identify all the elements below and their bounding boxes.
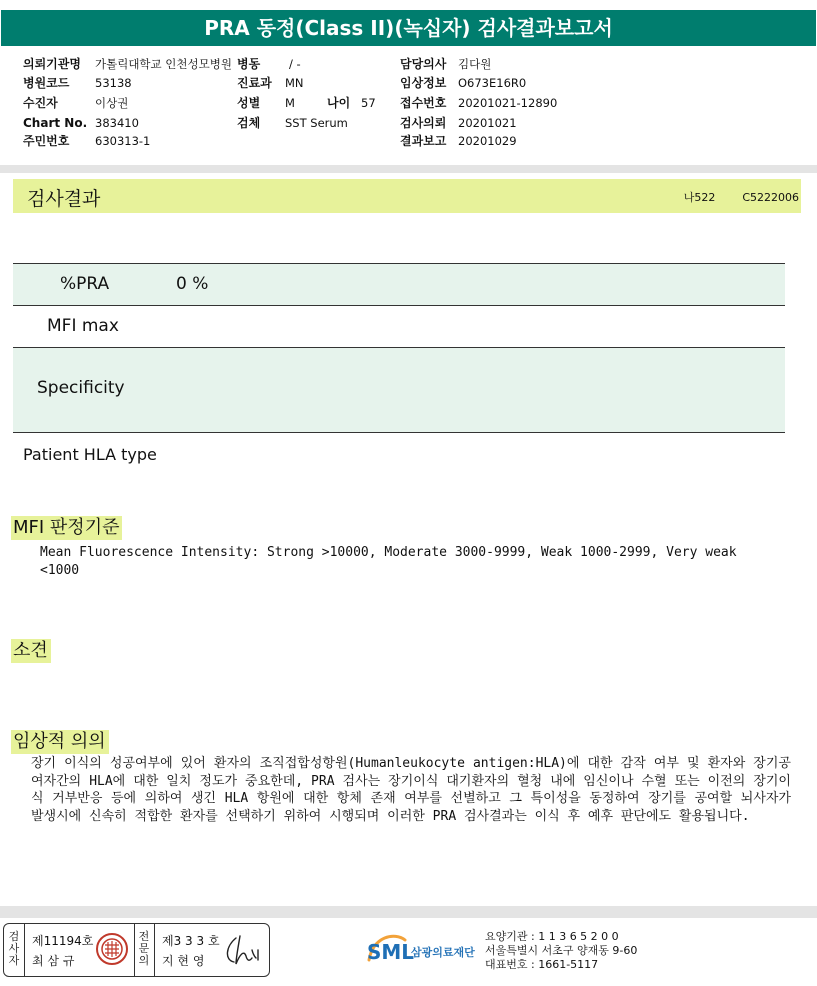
table-rule-2 — [13, 347, 785, 348]
signature-divider-2 — [134, 924, 135, 976]
mfi-max-label: MFI max — [47, 316, 119, 336]
request-date-label: 검사의뢰 — [400, 116, 447, 130]
hla-type-label: Patient HLA type — [23, 445, 157, 464]
result-code-1: 나522 — [683, 191, 716, 204]
hospital-code-value: 53138 — [95, 76, 132, 90]
specimen-label: 검체 — [237, 116, 261, 130]
pra-value: 0 % — [176, 274, 209, 294]
specimen-value: SST Serum — [285, 116, 348, 130]
chart-no-label: Chart No. — [23, 116, 88, 130]
result-code-2: C5222006 — [742, 191, 799, 204]
specialist-label: 전문의 — [138, 930, 150, 967]
result-heading-bar — [13, 179, 801, 213]
specialist-name: 지 현 영 — [162, 954, 205, 968]
resident-no-label: 주민번호 — [23, 134, 70, 148]
patient-label: 수진자 — [23, 96, 58, 110]
tester-license: 제11194호 — [32, 934, 94, 948]
footer-divider — [0, 906, 817, 918]
resident-no-value: 630313-1 — [95, 134, 151, 148]
pra-label: %PRA — [60, 274, 110, 294]
department-value: MN — [285, 76, 304, 90]
age-value: 57 — [361, 96, 376, 110]
specialist-license: 제3 3 3 호 — [162, 934, 220, 948]
table-rule-1 — [13, 305, 785, 306]
org-name: 삼광의료재단 — [411, 946, 475, 959]
report-date-label: 결과보고 — [400, 134, 447, 148]
age-label: 나이 — [327, 96, 351, 110]
signature-divider-3 — [154, 924, 155, 976]
clinical-info-value: O673E16R0 — [458, 76, 527, 90]
mfi-max-row — [13, 305, 785, 347]
clinical-significance-text: 장기 이식의 성공여부에 있어 환자의 조직접합성항원(Humanleukocyte antigen:HLA)에 대한 감작 여부 및 환자와 장기공여자간의 HLA에 대한 일치 정도가 중요한데, PRA 검사는 장기이식 대기환자의 혈청 내에 임신이나 수혈 또는 이전의 장기이식 거부반응 등에 의하여 생긴 HLA 항원에 대한 항체 존재 여부를 선별하고 그 특이성을 동정하여 장기를 공여할 뇌사자가 발생시에 신속히 적합한 환자를 선택하기 위하여 시행되며 이러한 PRA 검사결과는 이식 후 예후 판단에도 활용됩니다. — [31, 756, 791, 824]
doctor-label: 담당의사 — [400, 57, 447, 71]
mfi-criteria-heading: MFI 판정기준 — [11, 516, 122, 540]
org-phone: 대표번호 : 1661-5117 — [485, 958, 599, 971]
report-date-value: 20201029 — [458, 134, 517, 148]
mfi-criteria-line-1: Mean Fluorescence Intensity: Strong >10000, Moderate 3000-9999, Weak 1000-2999, Very weak — [40, 545, 737, 560]
result-heading: 검사결과 — [27, 188, 101, 210]
signature-divider-1 — [24, 924, 25, 976]
org-info — [485, 930, 637, 972]
report-title: PRA 동정(Class II)(녹십자) 검사결과보고서 — [1, 10, 816, 46]
tester-seal-icon — [96, 933, 128, 965]
doctor-value: 김다원 — [458, 57, 492, 71]
result-codes — [684, 189, 799, 205]
receipt-no-value: 20201021-12890 — [458, 96, 558, 110]
specificity-row — [13, 347, 785, 432]
header-divider — [0, 165, 817, 173]
clinical-info-label: 임상정보 — [400, 76, 447, 90]
ward-value: / - — [289, 57, 301, 71]
sex-value: M — [285, 96, 295, 110]
chart-no-value: 383410 — [95, 116, 139, 130]
table-top-rule — [13, 263, 785, 264]
specialist-signature-icon — [222, 932, 262, 968]
table-bottom-rule — [13, 432, 785, 433]
specificity-label: Specificity — [37, 378, 125, 398]
request-date-value: 20201021 — [458, 116, 517, 130]
receipt-no-label: 접수번호 — [400, 96, 447, 110]
patient-value: 이상권 — [95, 96, 129, 110]
clinical-significance-heading: 임상적 의의 — [11, 730, 109, 754]
org-address: 서울특별시 서초구 양재동 9-60 — [485, 944, 638, 957]
mfi-criteria-line-2: <1000 — [40, 563, 80, 578]
hospital-code-label: 병원코드 — [23, 76, 70, 90]
pra-row — [13, 264, 785, 305]
opinion-heading: 소견 — [11, 639, 51, 663]
sex-label: 성별 — [237, 96, 261, 110]
department-label: 진료과 — [237, 76, 272, 90]
ward-label: 병동 — [237, 57, 261, 71]
org-code: 요양기관 : 1 1 3 6 5 2 0 0 — [485, 930, 619, 943]
sml-logo-text: SML — [367, 940, 415, 964]
tester-name: 최 삼 규 — [32, 954, 75, 968]
institution-value: 가톨릭대학교 인천성모병원 — [95, 57, 232, 71]
tester-label: 검사자 — [8, 930, 20, 967]
institution-label: 의뢰기관명 — [23, 57, 81, 71]
